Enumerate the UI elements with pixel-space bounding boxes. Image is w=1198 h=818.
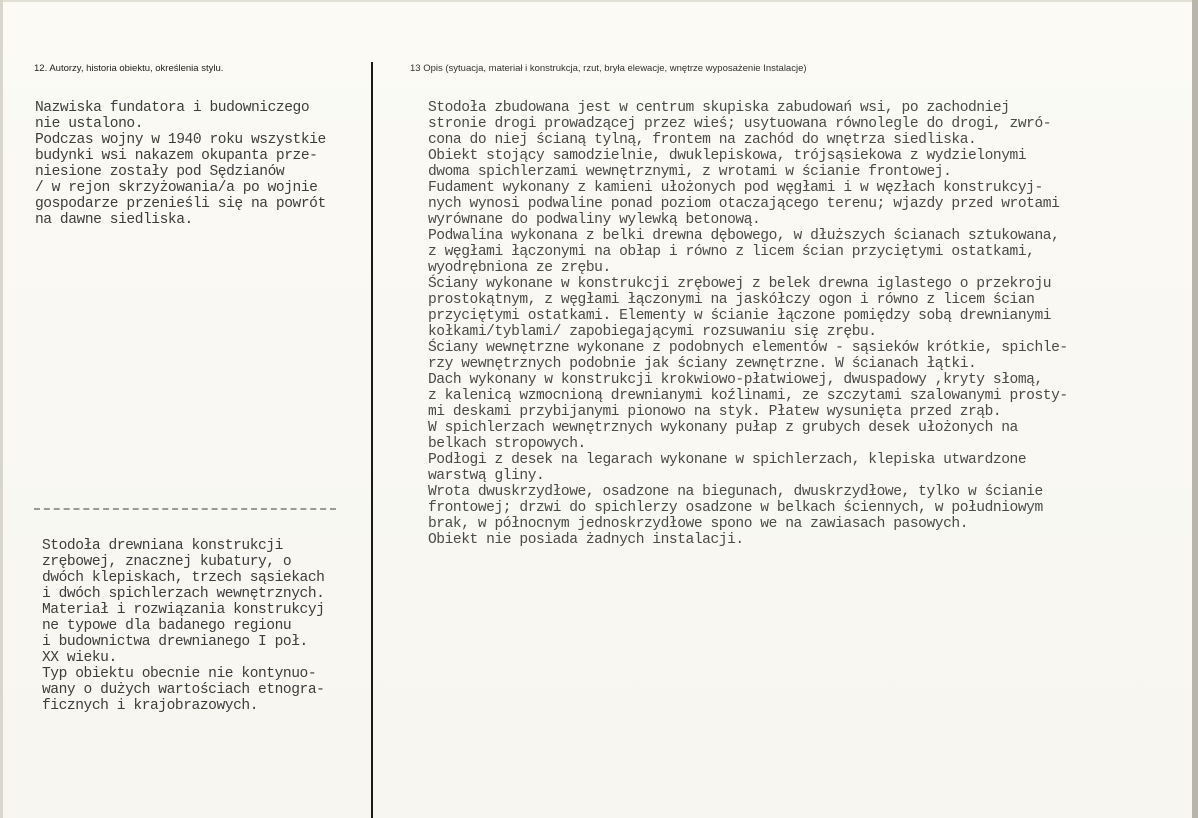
description-text-line: z węgłami łączonymi na obłap i równo z licem ścian przyciętymi ostatkami,: [428, 244, 1035, 260]
authors-text-line: Podczas wojny w 1940 roku wszystkie: [35, 132, 326, 148]
card-left-edge: [0, 0, 3, 818]
style-text-line: zrębowej, znacznej kubatury, o: [42, 554, 292, 570]
authors-text-line: Nazwiska fundatora i budowniczego: [35, 100, 310, 116]
style-text-line: i budownictwa drewnianego I poł.: [42, 634, 308, 650]
description-text-line: cona do niej ścianą tylną, frontem na zachód do wnętrza siedliska.: [428, 132, 977, 148]
style-text-line: XX wieku.: [42, 650, 117, 666]
dashed-separator: [34, 508, 336, 511]
section-12-header: 12. Autorzy, historia obiektu, określenia stylu.: [34, 63, 224, 74]
style-text-line: ne typowe dla badanego regionu: [42, 618, 292, 634]
description-text-line: Wrota dwuskrzydłowe, osadzone na biegunach, dwuskrzydłowe, tylko w ścianie: [428, 484, 1043, 500]
description-text-line: brak, w północnym jednoskrzydłowe spono we na zawiasach pasowych.: [428, 516, 968, 532]
description-text-line: Dach wykonany w konstrukcji krokwiowo-płatwiowej, dwuspadowy ,kryty słomą,: [428, 372, 1043, 388]
description-text-line: nych wynosi podwaline ponad poziom otaczającego terenu; wjazdy przed wrotami: [428, 196, 1060, 212]
authors-text-line: / w rejon skrzyżowania/a po wojnie: [35, 180, 318, 196]
description-text-line: stronie drogi prowadzącej przez wieś; usytuowana równolegle do drogi, zwró-: [428, 116, 1052, 132]
description-text-line: Podłogi z desek na legarach wykonane w spichlerzach, klepiska utwardzone: [428, 452, 1027, 468]
style-text-line: dwóch klepiskach, trzech sąsiekach: [42, 570, 325, 586]
description-text-line: Podwalina wykonana z belki drewna dębowego, w dłuższych ścianach sztukowana,: [428, 228, 1060, 244]
description-text-line: Ściany wewnętrzne wykonane z podobnych elementów - sąsieków krótkie, spichle-: [428, 340, 1068, 356]
style-text-line: Typ obiektu obecnie nie kontynuo-: [42, 666, 317, 682]
column-divider: [371, 62, 373, 818]
description-text-line: frontowej; drzwi do spichlerzy osadzone w belkach ściennych, w południowym: [428, 500, 1043, 516]
description-text-line: belkach stropowych.: [428, 436, 586, 452]
style-description-text: [42, 538, 324, 714]
section-13-header: 13 Opis (sytuacja, materiał i konstrukcja, rzut, bryła elewacje, wnętrze wyposażenie Instalacje): [410, 63, 807, 74]
description-text-line: kołkami/tyblami/ zapobiegającymi rozsuwaniu się zrębu.: [428, 324, 877, 340]
description-text-line: wyodrębniona ze zrębu.: [428, 260, 611, 276]
description-text-line: wyrównane do podwaliny wylewką betonową.: [428, 212, 761, 228]
description-text-line: warstwą gliny.: [428, 468, 545, 484]
authors-text-line: budynki wsi nakazem okupanta prze-: [35, 148, 318, 164]
description-text-line: rzy wewnętrznych podobnie jak ściany zewnętrzne. W ścianach łątki.: [428, 356, 977, 372]
card-right-edge: [1192, 0, 1198, 818]
style-text-line: ficznych i krajobrazowych.: [42, 698, 258, 714]
description-text-line: Fudament wykonany z kamieni ułożonych pod węgłami i w węzłach konstrukcyj-: [428, 180, 1043, 196]
authors-text-line: gospodarze przenieśli się na powrót: [35, 196, 326, 212]
authors-history-text: [35, 100, 326, 228]
description-text-line: z kalenicą wzmocnioną drewnianymi koźlinami, ze szczytami szalowanymi prosty-: [428, 388, 1068, 404]
description-text-line: Obiekt stojący samodzielnie, dwuklepiskowa, trójsąsiekowa z wydzielonymi: [428, 148, 1027, 164]
description-text-line: Obiekt nie posiada żadnych instalacji.: [428, 532, 744, 548]
description-text-line: dwoma spichlerzami wewnętrznymi, z wrotami w ścianie frontowej.: [428, 164, 952, 180]
description-text-line: Ściany wykonane w konstrukcji zrębowej z belek drewna iglastego o przekroju: [428, 276, 1052, 292]
style-text-line: wany o dużych wartościach etnogra-: [42, 682, 325, 698]
authors-text-line: na dawne siedliska.: [35, 212, 193, 228]
authors-text-line: nie ustalono.: [35, 116, 143, 132]
card-top-edge: [0, 0, 1198, 2]
description-text-line: Stodoła zbudowana jest w centrum skupiska zabudowań wsi, po zachodniej: [428, 100, 1010, 116]
style-text-line: Stodoła drewniana konstrukcji: [42, 538, 283, 554]
authors-text-line: niesione zostały pod Sędzianów: [35, 164, 285, 180]
style-text-line: Materiał i rozwiązania konstrukcyj: [42, 602, 325, 618]
description-text-line: przyciętymi ostatkami. Elementy w ścianie łączone pomiędzy sobą drewnianymi: [428, 308, 1052, 324]
description-text-line: mi deskami przybijanymi pionowo na styk. Płatew wysunięta przed zrąb.: [428, 404, 1002, 420]
description-text-line: prostokątnym, z węgłami łączonymi na jaskółczy ogon i równo z licem ścian: [428, 292, 1035, 308]
description-text-line: W spichlerzach wewnętrznych wykonany pułap z grubych desek ułożonych na: [428, 420, 1018, 436]
object-description-text: [428, 100, 1068, 548]
style-text-line: i dwóch spichlerzach wewnętrznych.: [42, 586, 325, 602]
